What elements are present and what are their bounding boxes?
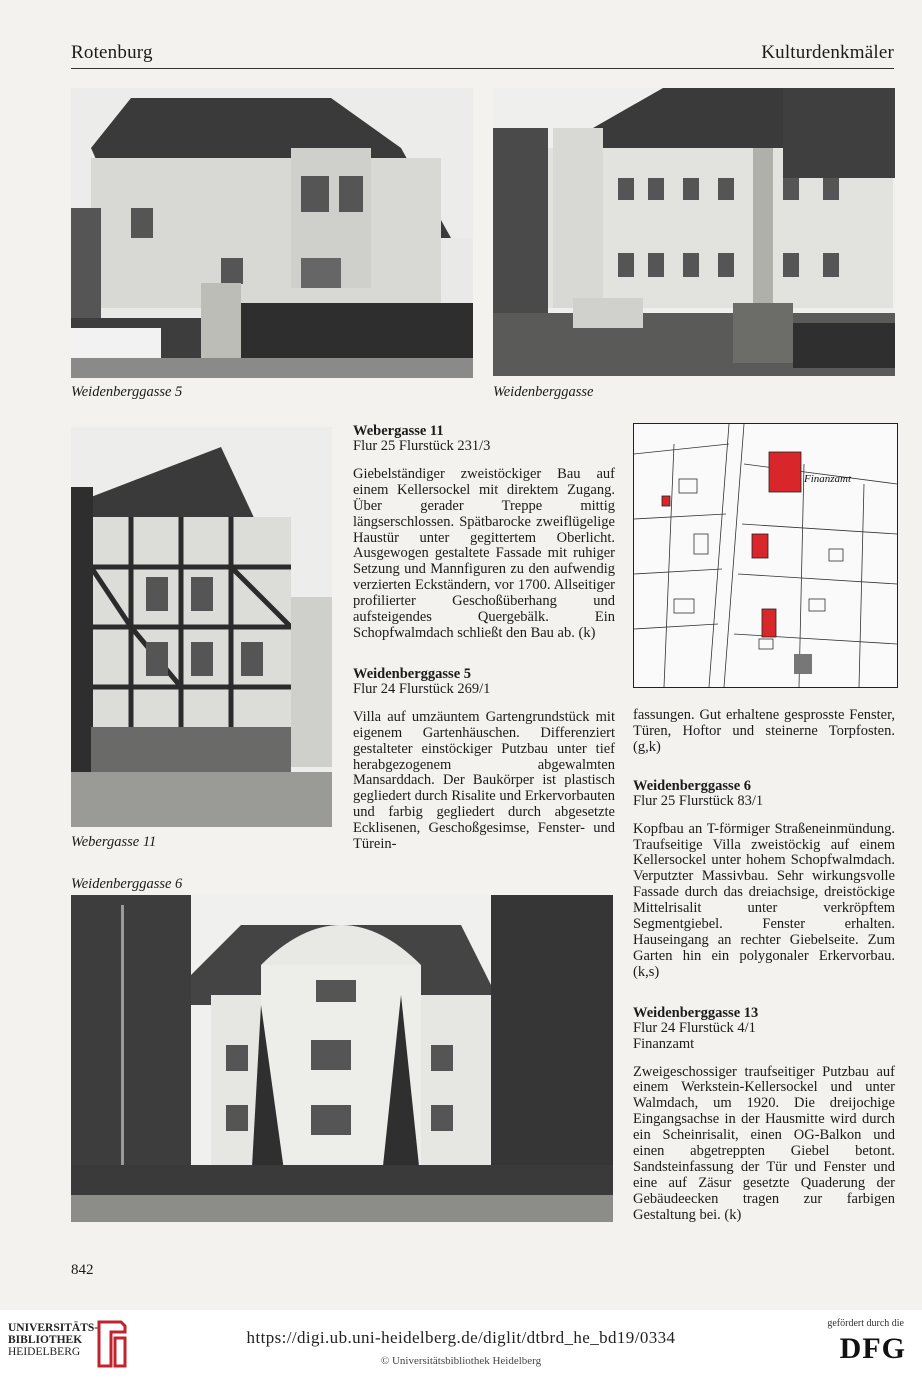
dfg-logo: DFG <box>839 1332 906 1365</box>
institution-line-2: BIBLIOTHEK <box>8 1334 83 1346</box>
caption-photo-3: Webergasse 11 <box>71 834 157 850</box>
photo-weidenberggasse <box>493 88 895 376</box>
entry-text-weidenberggasse-5: Villa auf umzäuntem Gartengrundstück mit eigenem Gartenhäuschen. Differenziert gestalteter einstöckiger Putzbau unter tief herabgezogenem abgewalmten Mansarddach. Der Baukörper ist plastisch gegliedert durch Risalite und Erkervorbauten und farbig gegliedert durch abgesetzte Ecklisenen, Geschoßgesimse, Fenster- und Türein- <box>353 708 615 853</box>
running-head-right: Kulturdenkmäler <box>761 42 894 63</box>
funding-note: gefördert durch die <box>827 1318 904 1329</box>
entry-meta-weidenberggasse-13: Flur 24 Flurstück 4/1 <box>633 1019 756 1036</box>
entry-title-webergasse-11: Webergasse 11 <box>353 423 444 439</box>
entry-title-weidenberggasse-6: Weidenberggasse 6 <box>633 777 752 794</box>
photo-weidenberggasse-5 <box>71 88 473 378</box>
caption-photo-1: Weidenberggasse 5 <box>71 384 183 400</box>
cadastral-map <box>633 423 898 688</box>
entry-subtitle-weidenberggasse-13: Finanzamt <box>633 1035 695 1052</box>
running-head-left: Rotenburg <box>71 42 153 63</box>
entry-text-weidenberggasse-13: Zweigeschossiger traufseitiger Putzbau auf einem Werkstein-Kellersockel und unter Walmdach, um 1920. Die dreijochige Eingangsachse in der Hausmitte wird durch ein Scheinrisalit, einen OG-Balkon und einen abgetreppten Giebel betont. Sandsteinfassung der Tür und Fenster und eine auf Zäsur gesetzte Quaderung der Gebäudeecken tragen zur farbigen Gestaltung bei. (k) <box>633 1063 895 1223</box>
column-center <box>353 423 615 853</box>
caption-photo-4: Weidenberggasse 6 <box>71 876 183 892</box>
column-right <box>633 708 895 1224</box>
entry-title-weidenberggasse-5: Weidenberggasse 5 <box>353 665 472 682</box>
copyright-notice: © Universitätsbibliothek Heidelberg <box>380 1355 542 1367</box>
entry-text-webergasse-11: Giebelständiger zweistöckiger Bau auf einem Kellersockel mit direktem Zugang. Über gerader Treppe mittig längserschlossen. Spätbarocke zweiflügelige Haustür unter gegittertem Oberlicht. Ausgewogen gestaltete Fassade mit ruhiger Setzung und Mannfiguren zu den aufwendig verzierten Eckständern, vor 1700. Allseitiger profilierter Geschoßüberhang und aufsteigendes Quergebälk. Ein Schopfwalmdach schließt den Bau ab. (k) <box>353 465 615 641</box>
caption-photo-2: Weidenberggasse <box>493 384 594 400</box>
entry-meta-weidenberggasse-5: Flur 24 Flurstück 269/1 <box>353 680 491 697</box>
source-url-link[interactable]: https://digi.ub.uni-heidelberg.de/diglit/dtbrd_he_bd19/0334 <box>246 1328 676 1347</box>
entry-meta-webergasse-11: Flur 25 Flurstück 231/3 <box>353 438 491 454</box>
entry-text-weidenberggasse-6: Kopfbau an T-förmiger Straßeneinmündung. Traufseitige Villa zweistöckig auf einem Kellersockel unter hohem Schopfwalmdach. Verputzter Massivbau. Sehr wirkungsvolle Fassade durch das dreiachsige, dreistöckige Mittelrisalit unter verkröpftem Segmentgiebel. Fenster erhalten. Hauseingang an rechter Giebelseite. Zum Garten hin ein polygonaler Erkervorbau. (k,s) <box>633 820 895 980</box>
institution-line-1: UNIVERSITÄTS- <box>8 1322 99 1334</box>
entry-continuation-weidenberggasse-5: fassungen. Gut erhaltene gesprosste Fenster, Türen, Hoftor und steinerne Torpfosten. (g,k) <box>633 707 895 755</box>
header-rule <box>71 68 894 69</box>
entry-title-weidenberggasse-13: Weidenberggasse 13 <box>633 1004 759 1021</box>
photo-weidenberggasse-6 <box>71 895 613 1222</box>
map-label-finanzamt: Finanzamt <box>804 473 852 485</box>
entry-meta-weidenberggasse-6: Flur 25 Flurstück 83/1 <box>633 792 764 809</box>
institution-line-3: HEIDELBERG <box>8 1346 81 1358</box>
photo-webergasse-11 <box>71 427 332 827</box>
page-number: 842 <box>71 1262 94 1278</box>
